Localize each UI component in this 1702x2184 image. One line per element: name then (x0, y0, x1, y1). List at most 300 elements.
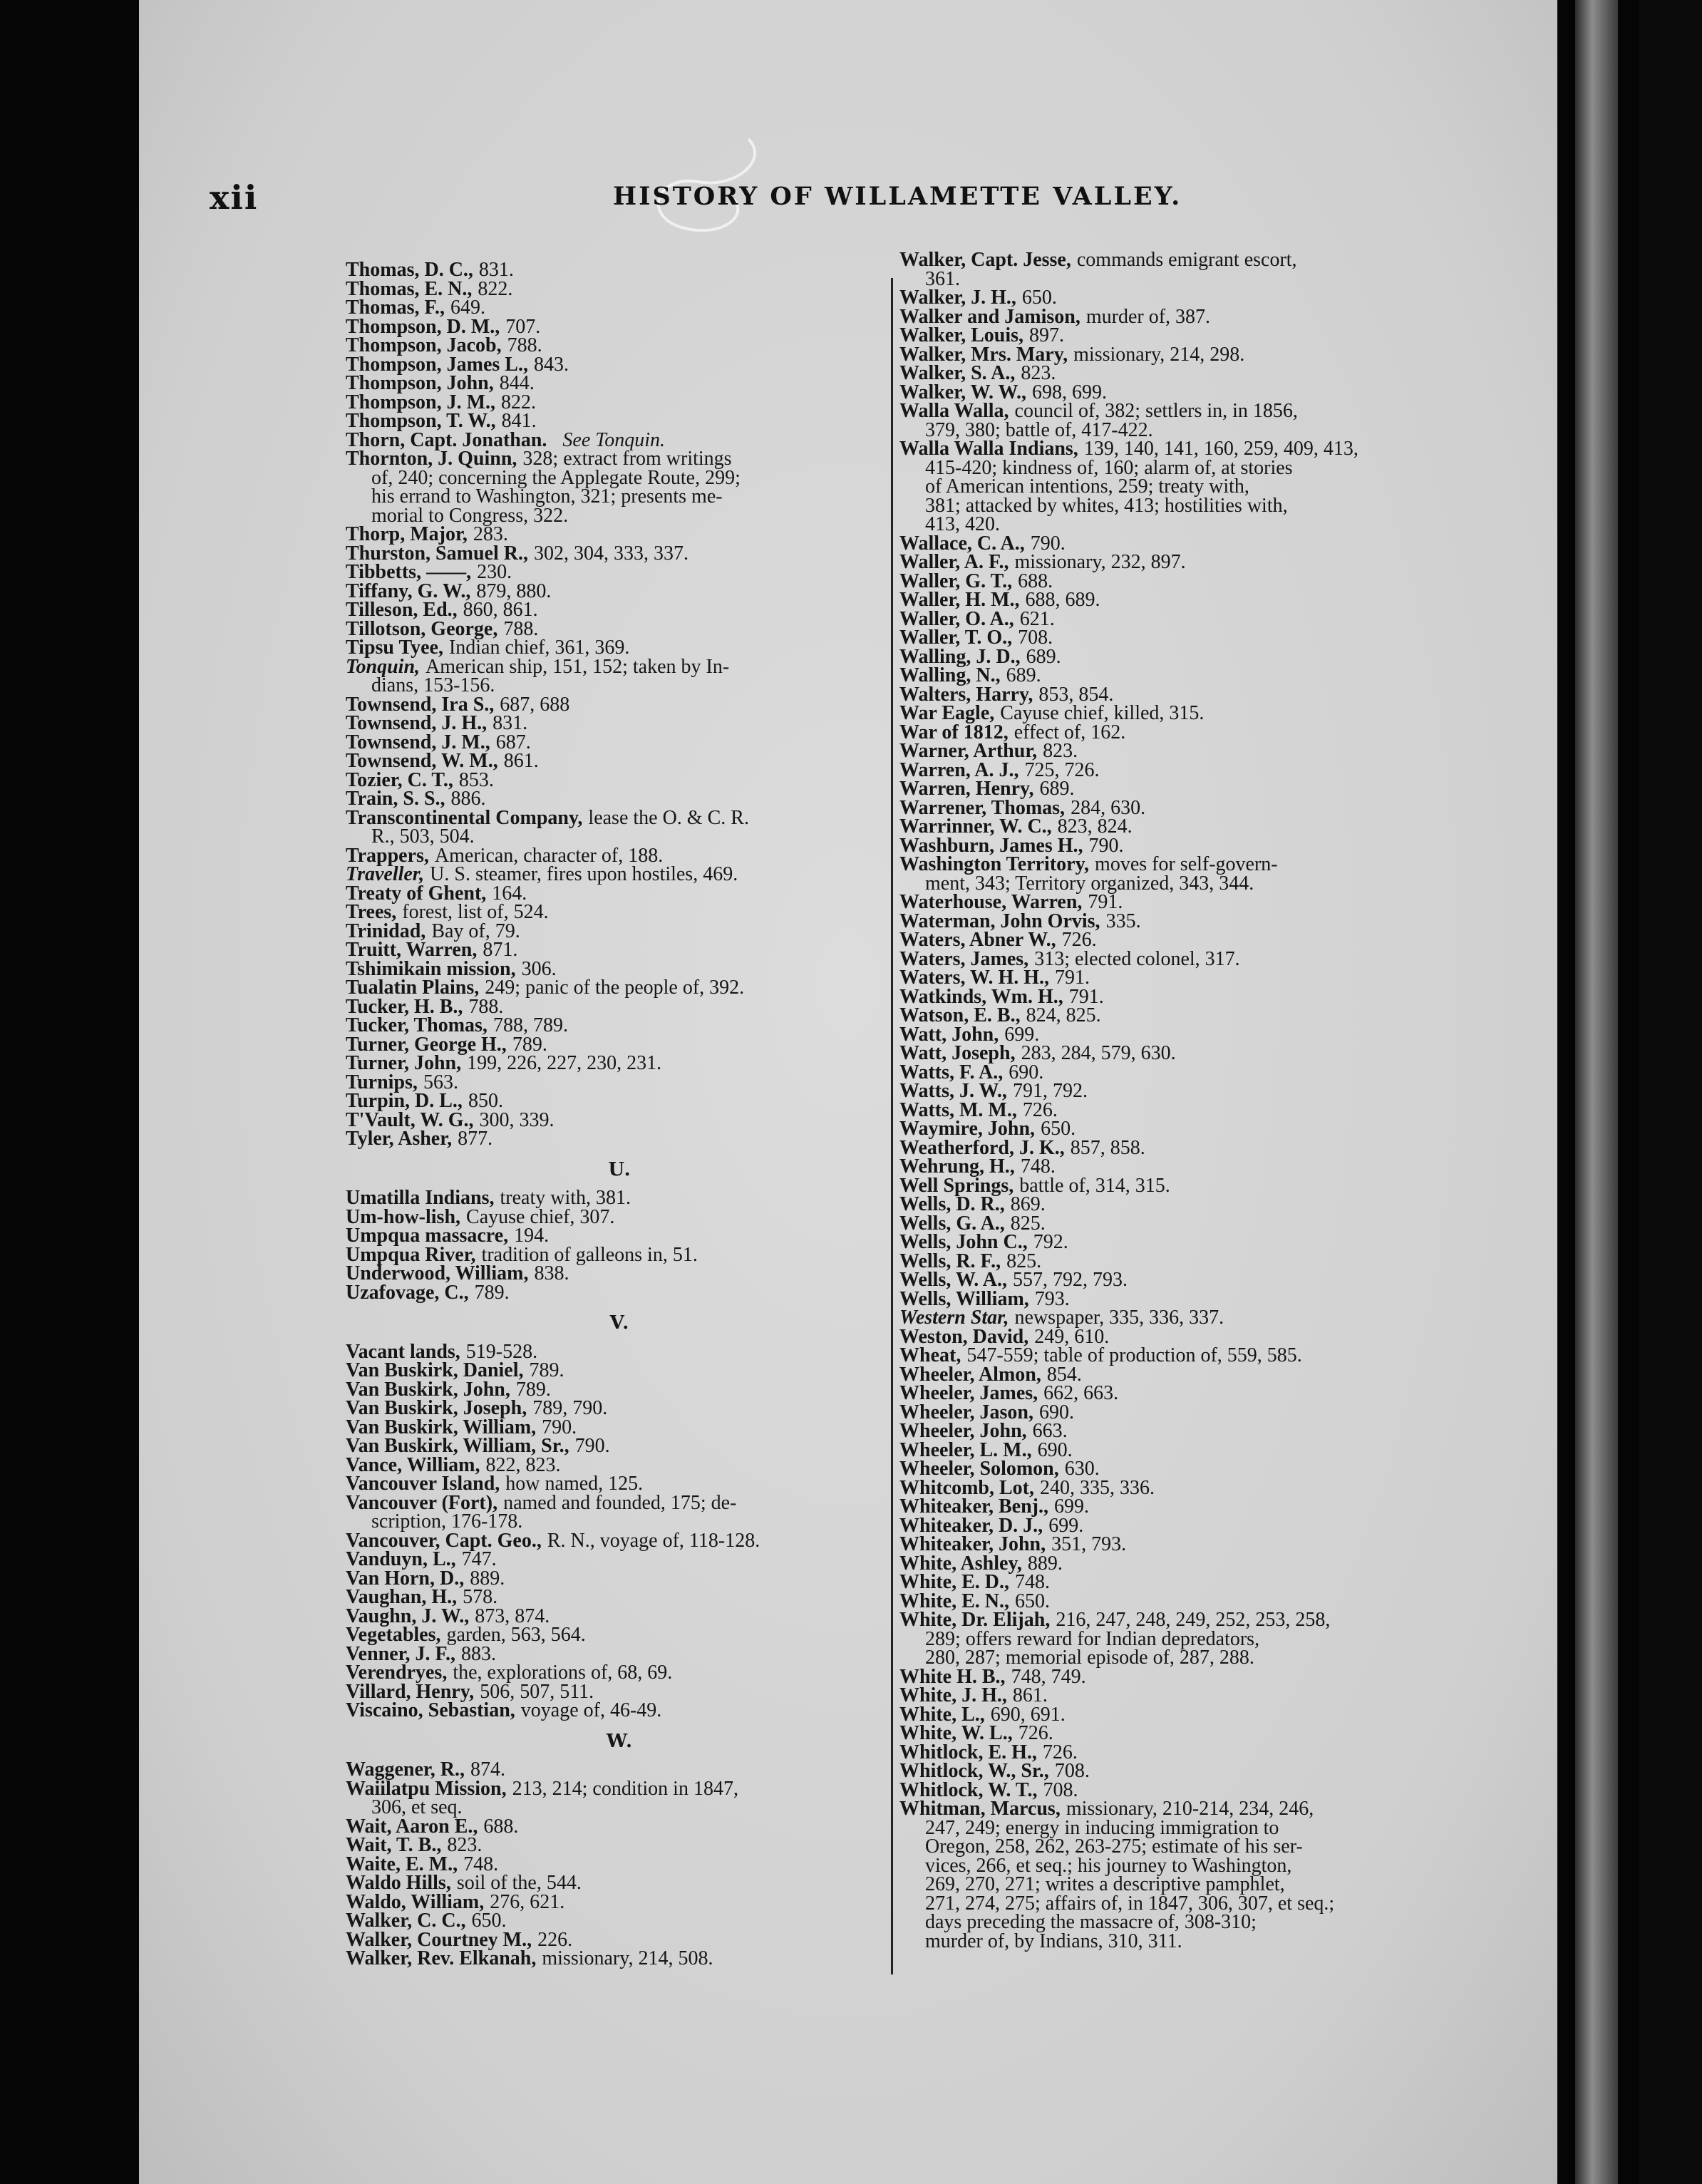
entry-references: 688, 689. (1025, 589, 1100, 611)
entry-references: 283, 284, 579, 630. (1021, 1042, 1176, 1064)
index-entry (899, 1082, 1434, 1101)
index-entry (346, 1588, 894, 1607)
entry-references: 788. (503, 617, 539, 640)
entry-references: 861. (503, 750, 539, 772)
index-entry (346, 1912, 894, 1931)
entry-name: Truitt, Warren, (346, 939, 478, 961)
entry-references: 621. (1019, 607, 1055, 630)
entry-name: Vancouver Island, (346, 1473, 500, 1495)
entry-references: 747. (461, 1548, 497, 1570)
entry-references: effect of, 162. (1014, 721, 1126, 743)
entry-references: 578. (463, 1586, 498, 1608)
entry-name: Trinidad, (346, 920, 426, 942)
entry-references: 879, 880. (476, 580, 552, 602)
entry-name: Vance, William, (346, 1453, 480, 1476)
entry-references: 854. (1046, 1363, 1082, 1386)
entry-name: Walker, Mrs. Mary, (899, 343, 1068, 366)
entry-name: Umatilla Indians, (346, 1187, 495, 1209)
index-entry (346, 525, 894, 545)
entry-name: Wells, D. R., (899, 1193, 1005, 1215)
entry-continuation: murder of, by Indians, 310, 311. (925, 1930, 1182, 1952)
entry-name: Tiffany, G. W., (346, 580, 471, 602)
entry-name: Tucker, H. B., (346, 995, 463, 1018)
entry-name: Warren, A. J., (899, 758, 1019, 781)
index-entry (899, 591, 1434, 610)
entry-name: Thomas, E. N., (346, 277, 473, 300)
entry-name: Trees, (346, 901, 397, 923)
index-entry (346, 450, 894, 469)
entry-references: 662, 663. (1043, 1382, 1119, 1404)
entry-name: Thorn, Capt. Jonathan. (346, 428, 547, 451)
entries-w-continued (899, 251, 1434, 1951)
entry-references: 823. (1021, 362, 1056, 384)
entry-name: Waterhouse, Warren, (899, 891, 1083, 913)
entry-name: Transcontinental Company, (346, 806, 583, 829)
entry-references: 563. (423, 1071, 458, 1093)
entry-references: 860, 861. (463, 599, 538, 621)
entry-name: Whiteaker, D. J., (899, 1514, 1043, 1537)
index-entry (346, 601, 894, 620)
entry-continuation: 306, et seq. (371, 1796, 463, 1818)
entry-name: Washington Territory, (899, 853, 1090, 875)
entry-name: Walker and Jamison, (899, 305, 1080, 328)
entry-references: the, explorations of, 68, 69. (453, 1662, 673, 1684)
index-entry (899, 1155, 1434, 1178)
entry-name: Watson, E. B., (899, 1004, 1021, 1026)
entry-name: Wheeler, Jason, (899, 1401, 1033, 1423)
entry-name: Walker, W. W., (899, 381, 1026, 403)
entry-references: 649. (450, 297, 486, 319)
entry-name: Waite, E. M., (346, 1853, 458, 1875)
entry-references: 689. (1026, 645, 1061, 668)
entry-references: 850. (468, 1090, 503, 1112)
index-entry (346, 714, 894, 733)
entry-continuation: 280, 287; memorial episode of, 287, 288. (925, 1647, 1254, 1669)
entry-references: 889. (470, 1567, 505, 1590)
entry-references: 216, 247, 248, 249, 252, 253, 258, (1056, 1609, 1331, 1631)
entry-name: Warrinner, W. C., (899, 815, 1052, 838)
entry-references: 689. (1039, 778, 1075, 800)
entry-name: Turnips, (346, 1071, 418, 1093)
entry-references: 823. (447, 1834, 483, 1856)
entry-references: soil of the, 544. (456, 1872, 582, 1894)
index-entry (346, 1016, 894, 1036)
entry-continuation: ment, 343; Territory organized, 343, 344. (925, 872, 1254, 895)
entry-name: Waller, H. M., (899, 589, 1020, 611)
entry-name: Venner, J. F., (346, 1642, 456, 1665)
entry-references: 708. (1054, 1760, 1090, 1782)
index-entry (346, 261, 894, 280)
entry-name: Townsend, Ira S., (346, 693, 495, 716)
entry-continuation: Oregon, 258, 262, 263-275; estimate of his ser- (925, 1835, 1303, 1858)
right-column (899, 251, 1434, 1951)
index-entry (899, 855, 1434, 875)
entry-references: 650. (471, 1910, 507, 1932)
index-entry (899, 1309, 1434, 1328)
entry-name: Waldo Hills, (346, 1872, 451, 1894)
entry-continuation: 379, 380; battle of, 417-422. (925, 418, 1153, 441)
entry-references: 519-528. (465, 1340, 538, 1363)
entry-references: 726. (1061, 929, 1097, 951)
entry-references: missionary, 214, 508. (542, 1947, 713, 1969)
entry-references: 883. (461, 1642, 497, 1665)
index-entry (899, 666, 1434, 686)
entry-references: 699. (1053, 1495, 1089, 1518)
index-entry (346, 1550, 894, 1570)
entry-references: 650. (1041, 1118, 1076, 1140)
entry-name: Thornton, J. Quinn, (346, 448, 517, 470)
entry-name: Watt, Joseph, (899, 1042, 1016, 1064)
entry-references: 650. (1015, 1590, 1050, 1612)
entries-t (346, 261, 894, 1149)
entry-references: 843. (533, 353, 569, 376)
entry-references: 249, 610. (1034, 1325, 1110, 1348)
index-entry (899, 1460, 1434, 1479)
entry-references: 630. (1064, 1458, 1100, 1480)
index-entry (346, 1264, 894, 1284)
entry-name: Weatherford, J. K., (899, 1136, 1065, 1159)
index-entry (899, 815, 1434, 838)
see-reference: See Tonquin. (562, 428, 666, 451)
index-entry (346, 412, 894, 431)
entry-name: Walla Walla Indians, (899, 438, 1078, 460)
entry-references: American, character of, 188. (434, 844, 664, 867)
entry-references: commands emigrant escort, (1076, 249, 1297, 271)
entry-continuation: 413, 420. (925, 513, 1000, 535)
entry-name: Walker, Louis, (899, 324, 1024, 346)
index-entry (899, 553, 1434, 572)
entry-references: 825. (1010, 1212, 1046, 1235)
index-entry (899, 402, 1434, 421)
index-entry (899, 1384, 1434, 1403)
index-entry (899, 1800, 1434, 1819)
entry-name: Van Buskirk, Joseph, (346, 1397, 527, 1419)
entry-name: Whitlock, E. H., (899, 1741, 1037, 1763)
index-entry (899, 1724, 1434, 1743)
index-entry (346, 1874, 894, 1893)
index-entry (899, 780, 1434, 799)
entry-name: Van Buskirk, William, (346, 1416, 537, 1438)
entry-references: 688. (1018, 570, 1053, 592)
index-entry (346, 752, 894, 771)
facing-page-edge (1575, 0, 1618, 2184)
film-border-left (0, 0, 139, 2184)
entry-name: Trappers, (346, 844, 429, 867)
entry-name: Tillotson, George, (346, 617, 498, 640)
entry-references: tradition of galleons in, 51. (481, 1243, 698, 1266)
entry-references: Indian chief, 361, 369. (448, 637, 630, 659)
entry-references: how named, 125. (505, 1473, 644, 1495)
entry-name: Waldo, William, (346, 1890, 485, 1913)
entry-name: Wells, John C., (899, 1231, 1028, 1253)
entry-name: Whiteaker, John, (899, 1533, 1046, 1555)
entry-name: Tilleson, Ed., (346, 599, 458, 621)
entry-references: 302, 304, 333, 337. (533, 542, 688, 565)
entry-references: missionary, 210-214, 234, 246, (1066, 1798, 1314, 1820)
entry-references: 708. (1043, 1778, 1078, 1801)
entry-references: garden, 563, 564. (446, 1624, 586, 1646)
entry-name: Van Buskirk, Daniel, (346, 1359, 524, 1381)
entry-name: Wells, W. A., (899, 1269, 1007, 1291)
index-entry (899, 1233, 1434, 1252)
entry-references: 873, 874. (475, 1604, 550, 1627)
entry-name: Um-how-lish, (346, 1205, 461, 1228)
index-entry (899, 251, 1434, 270)
entry-name: Thompson, J. M., (346, 391, 496, 413)
entry-name: Washburn, James H., (899, 834, 1083, 857)
entry-references: 886. (450, 788, 486, 810)
entry-continuation: dians, 153-156. (371, 674, 495, 696)
index-entry (346, 374, 894, 393)
entry-name: Tibbetts, ——, (346, 561, 472, 583)
entry-name: White, E. D., (899, 1571, 1009, 1593)
entry-references: 194. (514, 1225, 550, 1247)
entry-references: 791. (1068, 985, 1104, 1008)
entry-references: voyage of, 46-49. (520, 1699, 662, 1721)
entry-continuation: 415-420; kindness of, 160; alarm of, at stories (925, 456, 1293, 479)
entry-name: White, Dr. Elijah, (899, 1609, 1051, 1631)
entry-references: 748. (463, 1853, 499, 1875)
entry-references: 230. (477, 561, 512, 583)
entry-name: Walker, Capt. Jesse, (899, 249, 1071, 271)
entry-name: Well Springs, (899, 1174, 1014, 1197)
entry-references: 838. (534, 1262, 569, 1284)
entry-references: named and founded, 175; de- (503, 1491, 737, 1514)
entry-references: 871. (483, 939, 518, 961)
entry-references: 790. (1030, 532, 1066, 555)
index-entry (899, 1762, 1434, 1781)
entry-references: 687, 688 (500, 693, 570, 716)
entry-name: Villard, Henry, (346, 1680, 475, 1703)
entry-name: Waiilatpu Mission, (346, 1777, 507, 1800)
index-entry (899, 1573, 1434, 1592)
index-entry (346, 1701, 894, 1721)
entry-name: Vaughan, H., (346, 1586, 458, 1608)
entry-name: Walters, Harry, (899, 683, 1033, 706)
entry-name: Underwood, William, (346, 1262, 529, 1284)
entry-references: 663. (1032, 1420, 1068, 1442)
entry-name: Wait, T. B., (346, 1834, 442, 1856)
entry-name: Viscaino, Sebastian, (346, 1699, 515, 1721)
entry-references: 831. (492, 712, 528, 734)
entry-references: 240, 335, 336. (1040, 1476, 1155, 1499)
entry-name: White H. B., (899, 1665, 1006, 1688)
entry-references: 547-559; table of production of, 559, 585. (966, 1344, 1302, 1366)
index-entry (899, 1422, 1434, 1441)
entry-references: treaty with, 381. (500, 1187, 631, 1209)
index-entry (899, 289, 1434, 308)
entry-name: Whitman, Marcus, (899, 1798, 1061, 1820)
entry-references: 306. (521, 957, 557, 980)
entry-references: 748, 749. (1011, 1665, 1086, 1688)
entry-name: Verendryes, (346, 1662, 448, 1684)
entry-references: 284, 630. (1071, 796, 1146, 819)
entry-references: 557, 792, 793. (1012, 1269, 1128, 1291)
entry-references: 788, 789. (492, 1014, 568, 1036)
entry-name: War Eagle, (899, 702, 995, 724)
index-entry (346, 941, 894, 960)
entry-references: 698, 699. (1031, 381, 1107, 403)
index-entry (899, 440, 1434, 459)
film-border-far-right (1639, 0, 1702, 2184)
entry-references: 699. (1048, 1514, 1084, 1537)
entry-name: White, E. N., (899, 1590, 1009, 1612)
entry-name: Turner, George H., (346, 1033, 507, 1056)
entry-references: 726. (1022, 1098, 1058, 1121)
entry-references: 788. (468, 995, 504, 1018)
entry-name: Train, S. S., (346, 788, 445, 810)
entry-references: 822. (478, 277, 513, 300)
entry-name: Watts, M. M., (899, 1098, 1017, 1121)
entry-references: council of, 382; settlers in, in 1856, (1014, 400, 1298, 422)
entry-references: U. S. steamer, fires upon hostiles, 469. (430, 863, 738, 885)
entry-name: White, J. H., (899, 1684, 1007, 1706)
entry-references: 889. (1027, 1552, 1063, 1575)
entry-continuation: 381; attacked by whites, 413; hostilities with, (925, 494, 1288, 517)
entry-references: 690, 691. (990, 1703, 1066, 1726)
entry-name: Warner, Arthur, (899, 740, 1038, 762)
entry-name: Tipsu Tyee, (346, 637, 443, 659)
index-entry (346, 1626, 894, 1645)
entry-name: Walker, C. C., (346, 1910, 466, 1932)
entry-name: Thompson, D. M., (346, 315, 500, 338)
entry-name: Vaughn, J. W., (346, 1604, 470, 1627)
entry-references: 351, 793. (1051, 1533, 1127, 1555)
entry-references: 823, 824. (1057, 815, 1133, 838)
entry-references: 690. (1009, 1061, 1044, 1083)
entry-name: Vanduyn, L., (346, 1548, 456, 1570)
entry-name: Tshimikain mission, (346, 957, 516, 980)
entry-name: Tonquin, (346, 655, 421, 678)
entry-name: Thompson, James L., (346, 353, 528, 376)
index-entry (899, 1495, 1434, 1518)
entry-references: 689. (1006, 664, 1041, 686)
entry-references: 789. (512, 1033, 547, 1056)
entry-name: Watts, F. A., (899, 1061, 1004, 1083)
index-entry (899, 326, 1434, 346)
entry-references: Bay of, 79. (431, 920, 520, 942)
index-entry (899, 1535, 1434, 1555)
index-entry (899, 1006, 1434, 1026)
index-entry (346, 1361, 894, 1381)
entry-name: Vegetables, (346, 1624, 441, 1646)
entry-references: 164. (492, 882, 527, 905)
index-entry (346, 1227, 894, 1246)
index-entry (346, 299, 894, 318)
entry-continuation: R., 503, 504. (371, 825, 475, 848)
entry-references: 861. (1012, 1684, 1048, 1706)
entry-references: R. N., voyage of, 118-128. (547, 1529, 760, 1552)
entry-continuation: his errand to Washington, 321; presents me- (371, 485, 723, 508)
index-entry (346, 1130, 894, 1149)
index-entry (346, 563, 894, 582)
entry-name: Wheeler, John, (899, 1420, 1027, 1442)
entry-name: Wheeler, L. M., (899, 1438, 1032, 1461)
left-column (346, 261, 894, 1969)
entry-name: Warren, Henry, (899, 778, 1034, 800)
entry-references: 748. (1015, 1571, 1050, 1593)
index-entry (346, 1399, 894, 1418)
entry-references: 748. (1020, 1155, 1056, 1178)
entry-name: Tucker, Thomas, (346, 1014, 488, 1036)
entry-name: White, L., (899, 1703, 985, 1726)
entry-references: 726. (1042, 1741, 1078, 1763)
entry-name: T'Vault, W. G., (346, 1108, 474, 1131)
entry-references: 789. (515, 1378, 551, 1401)
entry-references: 283. (473, 523, 508, 545)
entry-name: Thurston, Samuel R., (346, 542, 528, 565)
index-entry (899, 1195, 1434, 1215)
entry-references: lease the O. & C. R. (588, 806, 749, 829)
entry-name: White, W. L., (899, 1722, 1013, 1744)
entry-references: 874. (470, 1758, 505, 1781)
index-entry (346, 865, 894, 885)
entry-references: 213, 214; condition in 1847, (512, 1777, 738, 1800)
entry-references: 199, 226, 227, 230, 231. (467, 1052, 662, 1074)
entry-references: moves for self-govern- (1095, 853, 1278, 875)
entry-name: Thorp, Major, (346, 523, 468, 545)
entry-references: 823. (1043, 740, 1078, 762)
entry-references: 853. (458, 768, 494, 791)
entry-continuation: 289; offers reward for Indian depredators, (925, 1627, 1260, 1650)
entry-references: 789. (474, 1281, 510, 1304)
index-entry (346, 336, 894, 356)
entry-name: Whitcomb, Lot, (899, 1476, 1034, 1499)
entry-references: 699. (1004, 1023, 1040, 1046)
entry-references: 791, 792. (1012, 1080, 1088, 1102)
entry-name: Waller, O. A., (899, 607, 1014, 630)
entry-references: 857, 858. (1070, 1136, 1145, 1159)
index-entry (346, 903, 894, 922)
entry-name: Wells, William, (899, 1287, 1029, 1310)
entry-name: Walling, J. D., (899, 645, 1021, 668)
entry-name: Waller, A. F., (899, 551, 1009, 573)
entry-name: Walker, J. H., (899, 287, 1016, 309)
entries-v (346, 1340, 894, 1721)
entry-name: Van Buskirk, John, (346, 1378, 510, 1401)
entry-name: Wells, G. A., (899, 1212, 1005, 1235)
index-entry (346, 1836, 894, 1855)
index-entry (346, 639, 894, 658)
index-entry (346, 790, 894, 809)
entry-references: 707. (505, 315, 541, 338)
entry-references: 688. (483, 1815, 519, 1838)
entry-references: 726. (1018, 1722, 1053, 1744)
entry-name: Thompson, Jacob, (346, 334, 502, 356)
section-letter-v: V. (609, 1312, 631, 1334)
index-entry (899, 969, 1434, 988)
entry-name: Waterman, John Orvis, (899, 910, 1100, 932)
entry-references: 690. (1038, 1401, 1074, 1423)
section-letter-w: W. (606, 1730, 634, 1752)
entry-references: 792. (1033, 1231, 1068, 1253)
entry-name: Wallace, C. A., (899, 532, 1025, 555)
entry-references: 790. (574, 1435, 610, 1457)
section-letter-u: U. (608, 1158, 632, 1180)
entry-name: Wheeler, Almon, (899, 1363, 1041, 1386)
entry-references: 226. (537, 1928, 573, 1951)
entry-continuation: days preceding the massacre of, 308-310; (925, 1911, 1257, 1933)
entry-references: 853, 854. (1038, 683, 1114, 706)
entry-name: Traveller, (346, 863, 425, 885)
page-number: xii (210, 178, 259, 217)
entry-references: 708. (1018, 627, 1053, 649)
entry-name: Treaty of Ghent, (346, 882, 487, 905)
entry-continuation: 247, 249; energy in inducing immigration to (925, 1816, 1279, 1839)
entry-name: Van Buskirk, William, Sr., (346, 1435, 569, 1457)
entry-references: 824, 825. (1026, 1004, 1101, 1026)
entry-name: Waller, G. T., (899, 570, 1013, 592)
